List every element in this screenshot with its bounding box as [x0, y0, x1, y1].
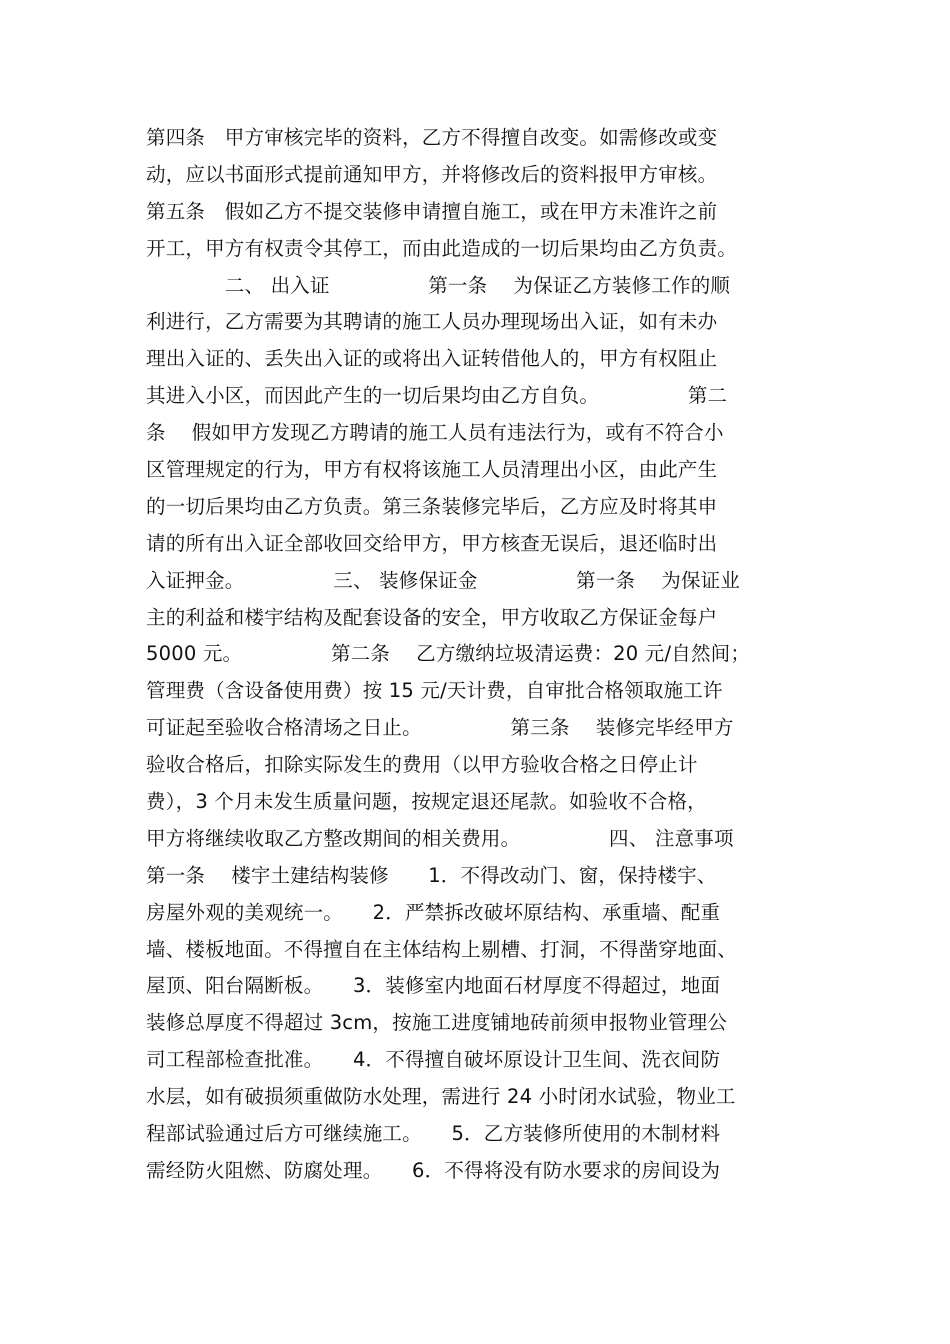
text-line: 墙、楼板地面。不得擅自在主体结构上剔槽、打洞，不得凿穿地面、 [146, 937, 738, 961]
text-line: 开工，甲方有权责令其停工，而由此造成的一切后果均由乙方负责。 [146, 236, 738, 260]
text-line: 房屋外观的美观统一。 2．严禁拆改破坏原结构、承重墙、配重 [146, 900, 721, 924]
text-line: 利进行，乙方需要为其聘请的施工人员办理现场出入证，如有未办 [146, 310, 718, 334]
text-line: 需经防火阻燃、防腐处理。 6．不得将没有防水要求的房间设为 [146, 1158, 721, 1182]
text-line: 主的利益和楼宇结构及配套设备的安全，甲方收取乙方保证金每户 [146, 605, 718, 629]
text-line: 第五条 假如乙方不提交装修申请擅自施工，或在甲方未准许之前 [146, 199, 718, 223]
text-line: 司工程部检查批准。 4．不得擅自破坏原设计卫生间、洗衣间防 [146, 1048, 721, 1072]
text-line: 第四条 甲方审核完毕的资料，乙方不得擅自改变。如需修改或变 [146, 126, 718, 149]
text-line: 动，应以书面形式提前通知甲方，并将修改后的资料报甲方审核。 [146, 162, 718, 186]
text-line: 请的所有出入证全部收回交给甲方，甲方核查无误后，退还临时出 [146, 531, 718, 555]
text-line: 条 假如甲方发现乙方聘请的施工人员有违法行为，或有不符合小 [146, 421, 724, 445]
text-line: 屋顶、阳台隔断板。 3．装修室内地面石材厚度不得超过，地面 [146, 974, 721, 998]
text-line: 装修总厚度不得超过 3cm，按施工进度铺地砖前须申报物业管理公 [146, 1011, 728, 1035]
text-line: 甲方将继续收取乙方整改期间的相关费用。 四、 注意事项 [146, 826, 734, 850]
text-line: 其进入小区，而因此产生的一切后果均由乙方自负。 第二 [146, 384, 728, 408]
text-line: 第一条 楼宇土建结构装修 1．不得改动门、窗，保持楼宇、 [146, 863, 717, 887]
text-line: 5000 元。 第二条 乙方缴纳垃圾清运费：20 元/自然间； [146, 642, 751, 666]
text-line: 区管理规定的行为，甲方有权将该施工人员清理出小区，由此产生 [146, 458, 718, 482]
document-body [146, 120, 826, 1190]
text-line: 费），3 个月未发生质量问题，按规定退还尾款。如验收不合格， [146, 790, 707, 814]
text-line: 理出入证的、丢失出入证的或将出入证转借他人的，甲方有权阻止 [146, 347, 718, 371]
text-line: 管理费（含设备使用费）按 15 元/天计费，自审批合格领取施工许 [146, 679, 723, 703]
text-line: 验收合格后，扣除实际发生的费用（以甲方验收合格之日停止计 [146, 753, 698, 777]
text-line: 水层，如有破损须重做防水处理，需进行 24 小时闭水试验，物业工 [146, 1085, 736, 1109]
text-line: 可证起至验收合格清场之日止。 第三条 装修完毕经甲方 [146, 716, 734, 740]
text-line: 程部试验通过后方可继续施工。 5．乙方装修所使用的木制材料 [146, 1122, 721, 1146]
text-line: 二、 出入证 第一条 为保证乙方装修工作的顺 [146, 273, 731, 297]
text-line: 入证押金。 三、 装修保证金 第一条 为保证业 [146, 568, 741, 592]
text-line: 的一切后果均由乙方负责。第三条装修完毕后，乙方应及时将其申 [146, 494, 718, 518]
